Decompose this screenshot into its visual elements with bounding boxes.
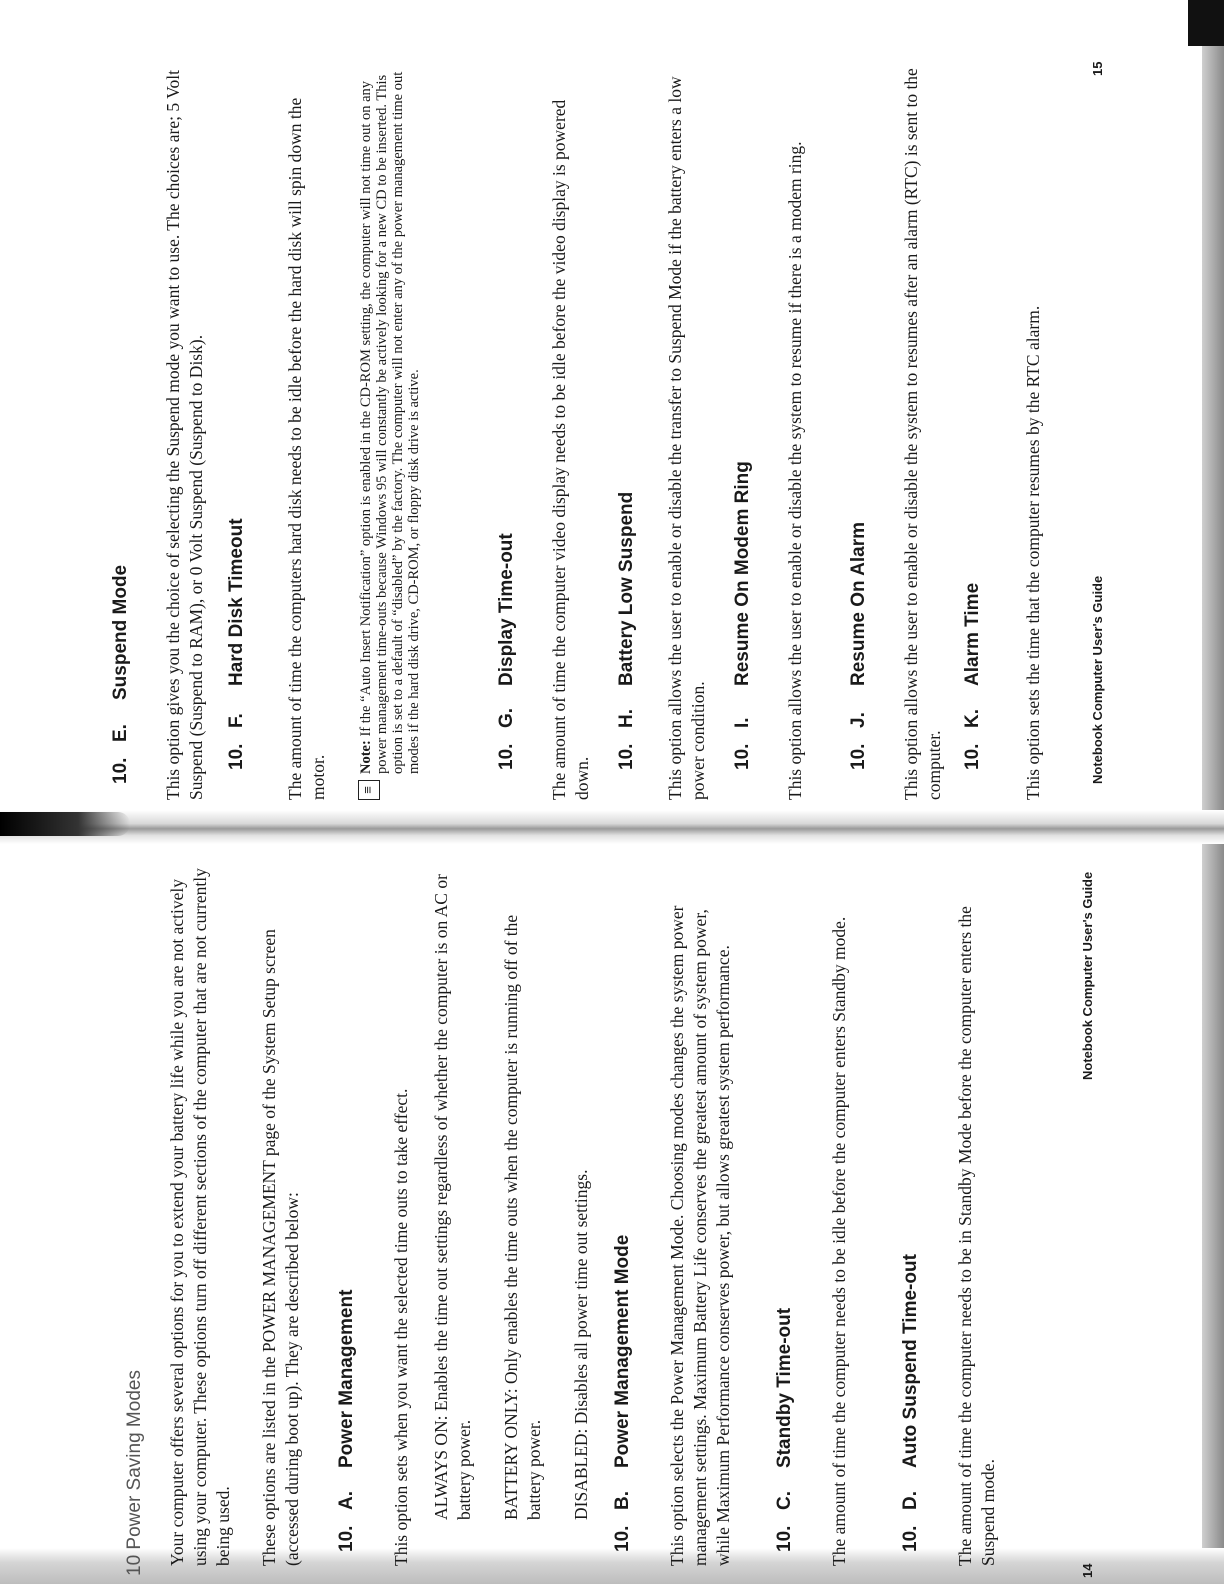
heading-number: 10. xyxy=(110,757,131,784)
heading-number: 10. xyxy=(732,743,753,770)
heading-number: 10. xyxy=(496,743,517,770)
auto-suspend-time-out-text: The amount of time the computer needs to be in Standby Mode before the computer enters the Suspend mode. xyxy=(955,906,998,1566)
page-14 xyxy=(0,824,1224,1584)
page-number: 15 xyxy=(1090,61,1105,76)
heading-battery-low-suspend xyxy=(616,492,638,770)
heading-letter: B. xyxy=(612,1491,633,1510)
heading-number: 10. xyxy=(616,743,637,770)
heading-title: Hard Disk Timeout xyxy=(226,518,247,686)
display-time-out-text: The amount of time the computer video display needs to be idle before the video display is powered down. xyxy=(549,99,592,800)
note-icon: ≡ xyxy=(358,780,380,800)
heading-title: Suspend Mode xyxy=(110,564,131,700)
heading-letter: G. xyxy=(496,707,517,728)
heading-title: Resume On Modem Ring xyxy=(732,461,753,686)
heading-standby-time-out xyxy=(774,1308,796,1552)
heading-title: Power Management Mode xyxy=(612,1234,633,1468)
note-label: Note: xyxy=(358,740,374,774)
section-header: 10 Power Saving Modes xyxy=(124,1370,145,1576)
heading-letter: H. xyxy=(616,709,637,728)
battery-only-text: BATTERY ONLY: Only enables the time outs when the computer is running off of the battery power. xyxy=(501,914,544,1520)
heading-auto-suspend-time-out xyxy=(900,1254,922,1552)
heading-number: 10. xyxy=(848,743,869,770)
heading-title: Power Management xyxy=(336,1289,357,1468)
heading-number: 10. xyxy=(226,743,247,770)
heading-letter: F. xyxy=(226,713,247,728)
heading-title: Standby Time-out xyxy=(774,1307,795,1468)
heading-number: 10. xyxy=(336,1525,357,1552)
heading-hard-disk-timeout xyxy=(226,518,248,770)
standby-time-out-text: The amount of time the computer needs to be idle before the computer enters Standby mode. xyxy=(829,916,849,1566)
intro-paragraph-2: These options are listed in the POWER MANAGEMENT page of the System Setup screen (accessed during boot up). They are described below: xyxy=(259,929,302,1566)
hard-disk-timeout-text: The amount of time the computers hard disk needs to be idle before the hard disk will spin down the motor. xyxy=(285,97,328,800)
heading-number: 10. xyxy=(900,1525,921,1552)
heading-resume-on-alarm xyxy=(848,522,870,770)
suspend-mode-text: This option gives you the choice of selecting the Suspend mode you want to use. The choices are; 5 Volt Suspend (Suspend to RAM), or 0 Volt Suspend (Suspend to Disk). xyxy=(163,69,206,800)
heading-number: 10. xyxy=(962,743,983,770)
heading-power-management xyxy=(336,1290,358,1552)
heading-number: 10. xyxy=(774,1525,795,1552)
page-footer: Notebook Computer User's Guide xyxy=(1090,575,1105,784)
cdrom-note xyxy=(358,54,422,774)
page-number: 14 xyxy=(1080,1563,1095,1578)
heading-resume-on-modem-ring xyxy=(732,461,754,770)
heading-suspend-mode xyxy=(110,565,132,784)
heading-alarm-time xyxy=(962,583,984,770)
heading-letter: K. xyxy=(962,709,983,728)
note-text: If the “Auto Insert Notification” option is enabled in the CD-ROM setting, the computer will not time out on any power management time-outs because Windows 95 will constantly be actively looking for a new CD to be inserted. This option is set to a default of “disabled” by the factory. The computer will not enter any of the power management time out modes if the hard disk drive, CD-ROM, or floppy disk drive is active. xyxy=(358,71,422,774)
alarm-time-text: This option sets the time that the computer resumes by the RTC alarm. xyxy=(1023,305,1043,800)
battery-low-suspend-text: This option allows the user to enable or disable the transfer to Suspend Mode if the battery enters a low power condition. xyxy=(665,76,708,800)
heading-title: Display Time-out xyxy=(496,533,517,686)
intro-paragraph-1: Your computer offers several options for you to extend your battery life while you are not actively using your computer. These options turn off different sections of the computer that are not currently being used. xyxy=(167,868,233,1566)
power-management-text: This option sets when you want the selected time outs to take effect. xyxy=(391,1088,411,1566)
power-management-mode-text: This option selects the Power Management Mode. Choosing modes changes the system power management settings. Maximum Battery Life conserves the greatest amount of system power, while Maximum Performance conserves power, but allows greatest system performance. xyxy=(667,905,733,1566)
disabled-text: DISABLED: Disables all power time out settings. xyxy=(571,1169,591,1520)
heading-title: Auto Suspend Time-out xyxy=(900,1254,921,1468)
always-on-text: ALWAYS ON: Enables the time out settings regardless of whether the computer is on AC or battery power. xyxy=(431,874,474,1520)
heading-letter: A. xyxy=(336,1491,357,1510)
page-footer: Notebook Computer User's Guide xyxy=(1080,871,1095,1080)
resume-on-modem-ring-text: This option allows the user to enable or disable the system to resume if there is a modem ring. xyxy=(785,141,805,800)
heading-title: Alarm Time xyxy=(962,582,983,686)
heading-title: Resume On Alarm xyxy=(848,521,869,686)
heading-power-management-mode xyxy=(612,1235,634,1552)
heading-title: Battery Low Suspend xyxy=(616,491,637,686)
heading-letter: E. xyxy=(110,724,131,742)
heading-number: 10. xyxy=(612,1525,633,1552)
heading-letter: J. xyxy=(848,712,869,728)
resume-on-alarm-text: This option allows the user to enable or disable the system to resumes after an alarm (RTC) is sent to the computer. xyxy=(901,68,944,800)
heading-letter: C. xyxy=(774,1491,795,1510)
heading-letter: I. xyxy=(732,717,753,728)
heading-letter: D. xyxy=(900,1491,921,1510)
heading-display-time-out xyxy=(496,533,518,770)
